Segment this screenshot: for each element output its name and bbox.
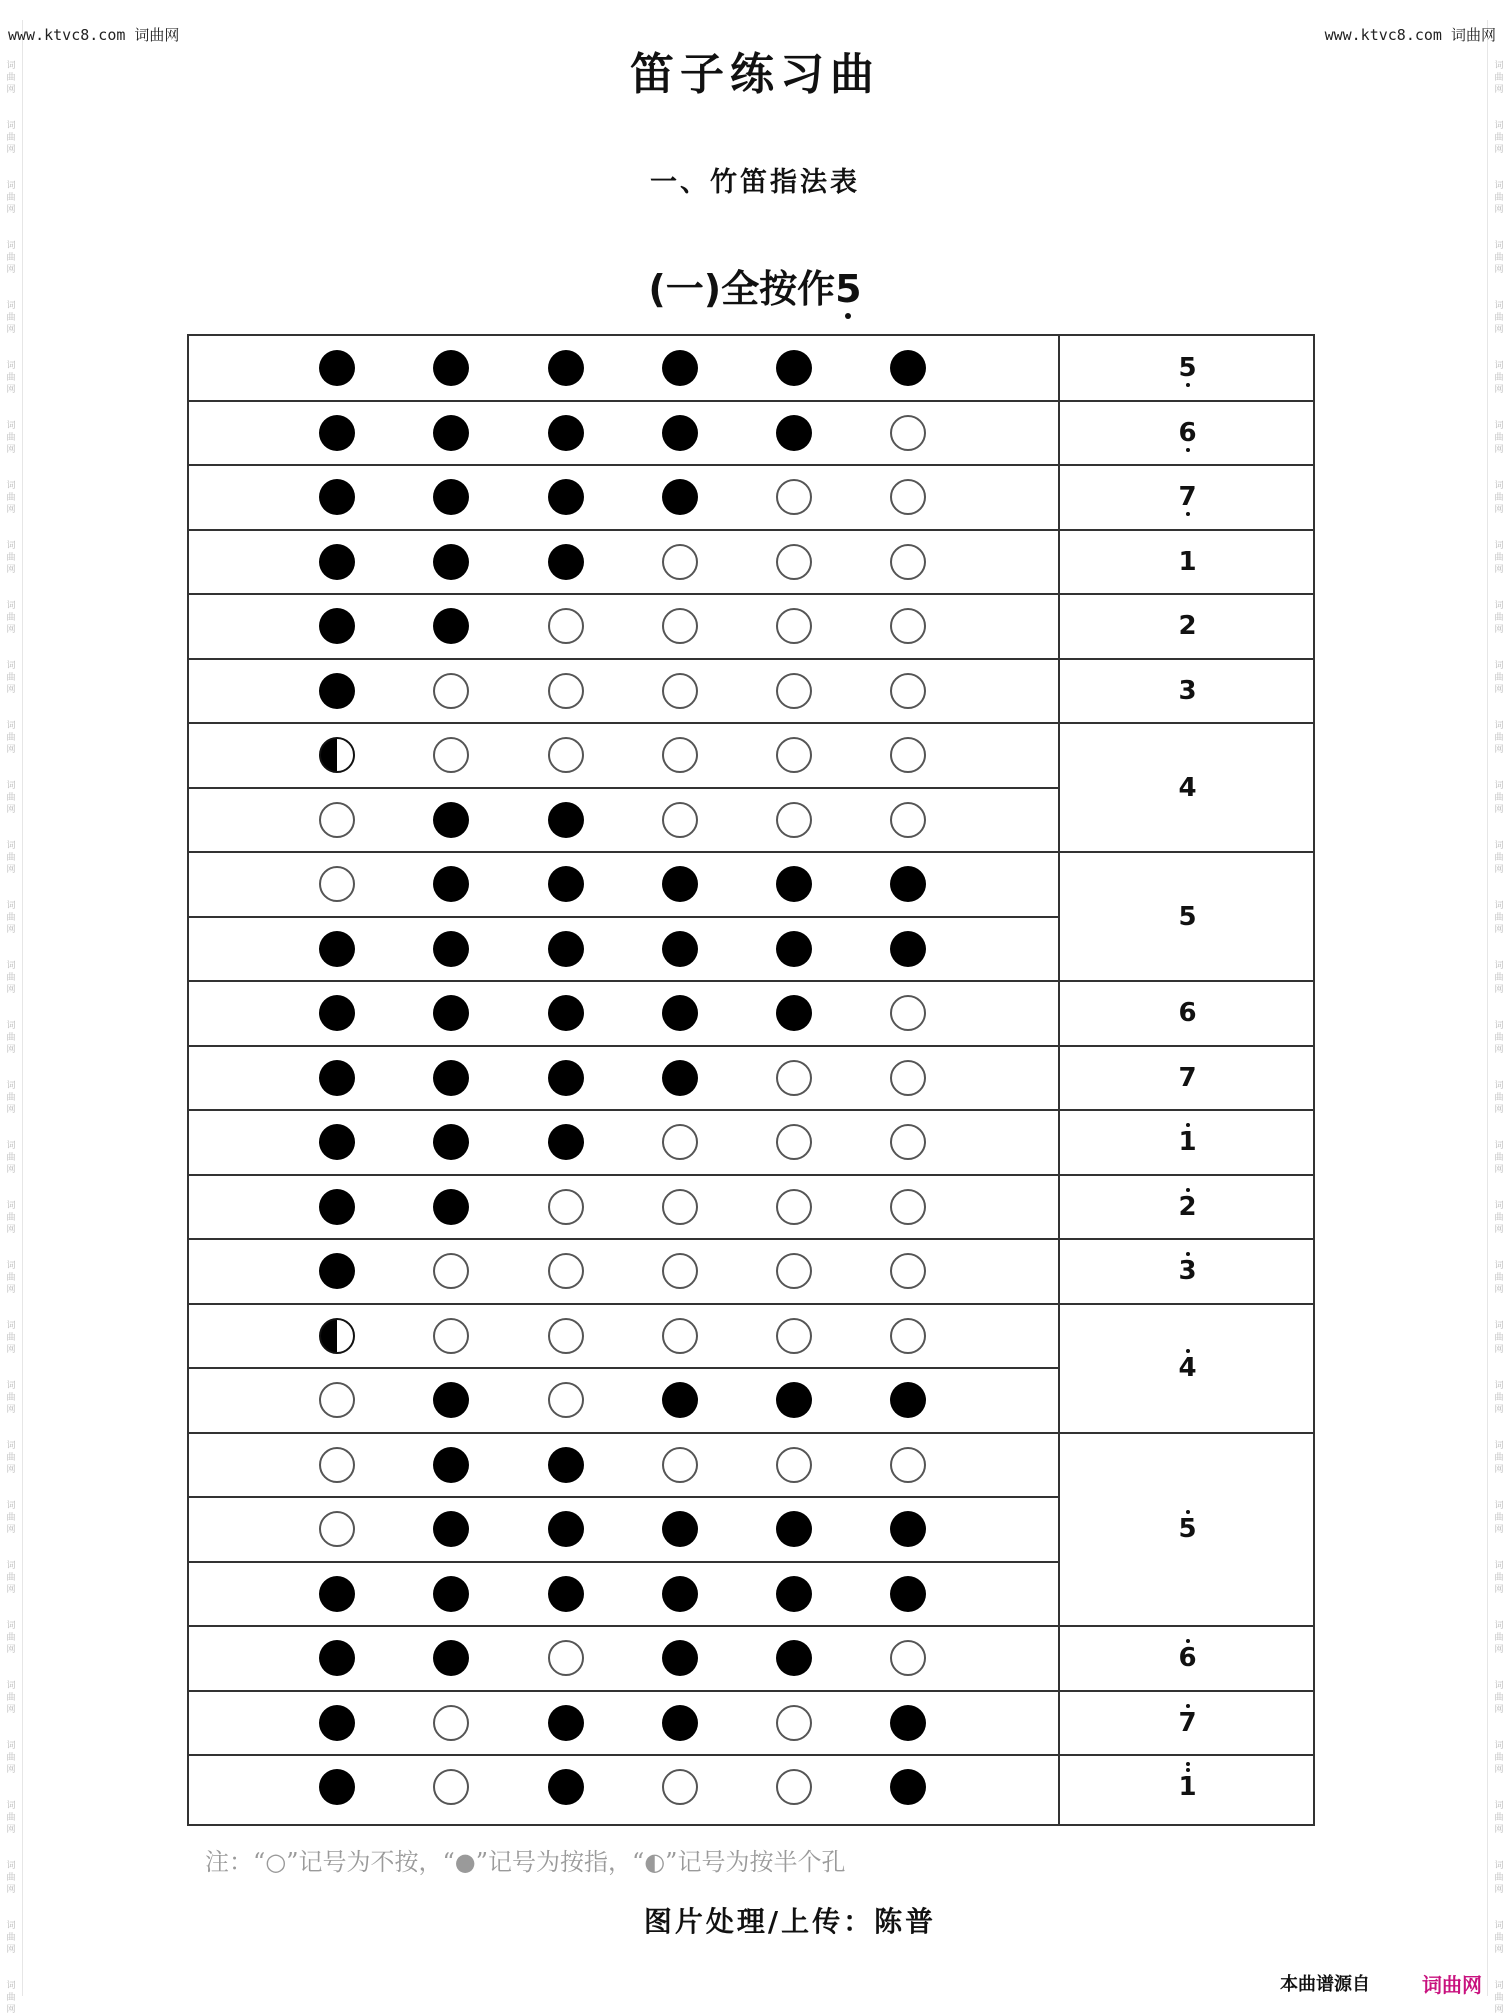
side-watermark-mark: 词 曲 网 [6,361,16,395]
side-watermark-mark: 词 曲 网 [6,1261,16,1295]
note-label [1058,773,1317,803]
side-watermark-mark: 词 曲 网 [1494,361,1504,395]
side-watermark-mark: 词 曲 网 [6,181,16,215]
side-watermark-mark: 词 曲 网 [6,1621,16,1655]
page-title: 笛子练习曲 [630,49,880,100]
note-label [1058,1353,1317,1383]
octave-dot-icon [1186,1768,1190,1772]
closed-hole-icon [662,1382,698,1418]
closed-hole-icon [548,1447,584,1483]
side-watermark-mark: 词 曲 网 [6,841,16,875]
closed-hole-icon [319,1769,355,1805]
row-divider [189,1625,1313,1627]
open-hole-icon [433,673,469,709]
side-watermark-mark: 词 曲 网 [1494,901,1504,935]
note-label [1058,1708,1317,1738]
side-watermark-mark: 词 曲 网 [1494,661,1504,695]
closed-hole-icon [776,995,812,1031]
note-label [1058,1192,1317,1222]
closed-hole-icon [662,995,698,1031]
closed-hole-icon [319,544,355,580]
open-hole-icon [548,1253,584,1289]
note-label-text: 1 [1178,1127,1197,1158]
side-watermark-mark: 词 曲 网 [1494,1081,1504,1115]
open-hole-icon [776,1769,812,1805]
side-watermark-mark: 词 曲 网 [6,1381,16,1415]
note-label [1058,676,1317,706]
closed-hole-icon [548,1576,584,1612]
open-hole-icon [662,1253,698,1289]
closed-hole-icon [319,1253,355,1289]
closed-hole-icon [319,1576,355,1612]
credit-line: 图片处理/上传：陈普 [643,1905,937,1938]
note-label-text: 5 [1178,901,1197,932]
closed-hole-icon [662,1511,698,1547]
row-divider [189,916,1059,918]
open-hole-icon [319,1382,355,1418]
open-hole-icon [776,1189,812,1225]
closed-hole-icon [776,866,812,902]
side-watermark-mark: 词 曲 网 [1494,1321,1504,1355]
closed-hole-icon [548,802,584,838]
side-watermark-mark: 词 曲 网 [1494,1681,1504,1715]
open-hole-icon [548,1318,584,1354]
open-hole-icon [890,415,926,451]
octave-dot-icon [1186,1188,1190,1192]
closed-hole-icon [319,1189,355,1225]
side-watermark-mark: 词 曲 网 [6,121,16,155]
open-hole-icon [776,1705,812,1741]
open-hole-icon [319,866,355,902]
note-label [1058,902,1317,932]
side-watermark-mark: 词 曲 网 [1494,601,1504,635]
row-divider [189,1432,1313,1434]
side-watermark-mark: 词 曲 网 [6,601,16,635]
subsection-heading [0,258,1510,313]
octave-dot-icon [1186,512,1190,516]
row-divider [189,1496,1059,1498]
open-hole-icon [890,737,926,773]
side-watermark-mark: 词 曲 网 [1494,421,1504,455]
note-label-text: 1 [1178,546,1197,577]
open-hole-icon [776,737,812,773]
open-hole-icon [662,544,698,580]
side-watermark-mark: 词 曲 网 [6,1981,16,2015]
side-watermark-mark: 词 曲 网 [6,721,16,755]
octave-dot-icon [1186,383,1190,387]
closed-hole-icon [548,995,584,1031]
open-hole-icon [890,1253,926,1289]
row-divider [189,1561,1059,1563]
open-hole-icon [433,1253,469,1289]
open-hole-icon [890,544,926,580]
note-label [1058,1063,1317,1093]
open-hole-icon [433,1769,469,1805]
closed-hole-icon [662,1576,698,1612]
closed-hole-icon [890,1705,926,1741]
closed-hole-icon [776,1511,812,1547]
closed-hole-icon [433,1640,469,1676]
octave-dot-icon [1186,1510,1190,1514]
closed-hole-icon [548,415,584,451]
open-hole-icon [776,1124,812,1160]
side-watermark-mark: 词 曲 网 [6,1021,16,1055]
note-label [1058,547,1317,577]
note-label-text: 2 [1178,1191,1197,1222]
side-watermark-mark: 词 曲 网 [1494,1801,1504,1835]
note-label-text: 5 [1178,353,1197,384]
note-label-text: 4 [1178,1353,1197,1383]
row-divider [189,1367,1059,1369]
note-label [1058,1643,1317,1673]
open-hole-icon [890,802,926,838]
octave-dot-icon [1186,1762,1190,1766]
closed-hole-icon [433,1124,469,1160]
note-label-text: 7 [1178,482,1197,513]
side-watermark-mark: 词 曲 网 [1494,1861,1504,1895]
side-watermark-mark: 词 曲 网 [6,241,16,275]
open-hole-icon [776,673,812,709]
closed-hole-icon [662,1640,698,1676]
open-hole-icon [890,1447,926,1483]
closed-hole-icon [433,866,469,902]
side-watermark-mark: 词 曲 网 [6,1801,16,1835]
closed-hole-icon [319,995,355,1031]
note-label-text: 7 [1178,1062,1197,1093]
closed-hole-icon [433,931,469,967]
open-hole-icon [776,544,812,580]
note-label-text: 6 [1178,1643,1197,1674]
closed-hole-icon [662,931,698,967]
closed-hole-icon [319,1124,355,1160]
side-watermark-mark: 词 曲 网 [1494,1921,1504,1955]
row-divider [189,1690,1313,1692]
row-divider [189,980,1313,982]
open-hole-icon [890,1640,926,1676]
closed-hole-icon [319,673,355,709]
side-watermark-mark: 词 曲 网 [1494,1501,1504,1535]
side-watermark-mark: 词 曲 网 [6,421,16,455]
row-divider [189,787,1059,789]
open-hole-icon [890,1189,926,1225]
open-hole-icon [548,608,584,644]
closed-hole-icon [433,415,469,451]
row-divider [189,1754,1313,1756]
closed-hole-icon [548,479,584,515]
side-watermark-mark: 词 曲 网 [6,661,16,695]
side-watermark-mark: 词 曲 网 [1494,841,1504,875]
side-watermark-mark: 词 曲 网 [1494,301,1504,335]
open-hole-icon [776,802,812,838]
side-watermark-mark: 词 曲 网 [6,1501,16,1535]
open-hole-icon [662,673,698,709]
row-divider [189,400,1313,402]
open-hole-icon [890,1318,926,1354]
row-divider [189,1174,1313,1176]
side-watermark-mark: 词 曲 网 [1494,1381,1504,1415]
fingering-chart [187,334,1315,1826]
side-watermark-mark: 词 曲 网 [6,1681,16,1715]
closed-hole-icon [548,544,584,580]
closed-hole-icon [433,544,469,580]
open-hole-icon [433,737,469,773]
note-label-text: 7 [1178,1707,1197,1738]
note-label [1058,998,1317,1028]
open-hole-icon [890,608,926,644]
closed-hole-icon [433,479,469,515]
side-watermark-mark: 词 曲 网 [1494,781,1504,815]
note-label-text: 5 [1178,1514,1197,1545]
subsection-prefix: (一)全按作 [648,267,836,311]
open-hole-icon [776,608,812,644]
open-hole-icon [776,1253,812,1289]
note-label [1058,1256,1317,1286]
row-divider [189,1109,1313,1111]
note-label [1058,418,1317,448]
side-watermark-mark: 词 曲 网 [1494,1441,1504,1475]
open-hole-icon [319,1511,355,1547]
closed-hole-icon [433,608,469,644]
open-hole-icon [433,1705,469,1741]
open-hole-icon [776,1060,812,1096]
open-hole-icon [776,1318,812,1354]
note-label-text: 1 [1178,1772,1197,1803]
closed-hole-icon [890,1576,926,1612]
watermark-top-right: www.ktvc8.com 词曲网 [1324,26,1496,44]
closed-hole-icon [433,802,469,838]
side-watermark-mark: 词 曲 网 [6,301,16,335]
closed-hole-icon [890,866,926,902]
side-watermark-mark: 词 曲 网 [6,481,16,515]
side-watermark-mark: 词 曲 网 [6,541,16,575]
closed-hole-icon [548,350,584,386]
side-watermark-mark: 词 曲 网 [1494,181,1504,215]
note-label-text: 6 [1178,417,1197,448]
side-watermark-mark: 词 曲 网 [6,1741,16,1775]
open-hole-icon [548,1640,584,1676]
closed-hole-icon [890,1769,926,1805]
closed-hole-icon [890,1382,926,1418]
note-label [1058,1772,1317,1802]
octave-dot-icon [1186,1704,1190,1708]
side-watermark-mark: 词 曲 网 [1494,61,1504,95]
closed-hole-icon [433,1576,469,1612]
open-hole-icon [890,673,926,709]
open-hole-icon [662,608,698,644]
open-hole-icon [890,995,926,1031]
closed-hole-icon [890,1511,926,1547]
closed-hole-icon [662,479,698,515]
side-watermark-mark: 词 曲 网 [6,1141,16,1175]
side-watermark-mark: 词 曲 网 [1494,1261,1504,1295]
side-watermark-mark: 词 曲 网 [1494,541,1504,575]
legend-note: 注：“○”记号为不按，“●”记号为按指，“◐”记号为按半个孔 [205,1848,846,1876]
closed-hole-icon [433,1060,469,1096]
open-hole-icon [319,1447,355,1483]
left-watermark-strip [0,20,23,2015]
closed-hole-icon [890,350,926,386]
open-hole-icon [662,802,698,838]
side-watermark-mark: 词 曲 网 [6,1561,16,1595]
closed-hole-icon [433,1447,469,1483]
octave-dot-icon [1186,1639,1190,1643]
open-hole-icon [662,737,698,773]
closed-hole-icon [319,608,355,644]
closed-hole-icon [319,479,355,515]
note-label-text: 2 [1178,611,1197,642]
closed-hole-icon [776,1640,812,1676]
row-divider [189,658,1313,660]
side-watermark-mark: 词 曲 网 [1494,1621,1504,1655]
side-watermark-mark: 词 曲 网 [1494,241,1504,275]
closed-hole-icon [319,415,355,451]
open-hole-icon [319,802,355,838]
footer-logo[interactable]: 词曲网 [1422,1973,1482,1997]
closed-hole-icon [433,995,469,1031]
open-hole-icon [776,479,812,515]
closed-hole-icon [433,1382,469,1418]
row-divider [189,1303,1313,1305]
footer-source-text: 本曲谱源自 [1280,1974,1370,1995]
side-watermark-mark: 词 曲 网 [6,1201,16,1235]
octave-dot-icon [1186,1123,1190,1127]
side-watermark-mark: 词 曲 网 [6,1861,16,1895]
closed-hole-icon [548,1124,584,1160]
subsection-note: 5 [835,267,862,311]
note-label-text: 3 [1178,675,1197,706]
open-hole-icon [548,1382,584,1418]
watermark-top-left: www.ktvc8.com 词曲网 [8,26,180,44]
side-watermark-mark: 词 曲 网 [6,1081,16,1115]
open-hole-icon [662,1189,698,1225]
side-watermark-mark: 词 曲 网 [6,1321,16,1355]
closed-hole-icon [548,1060,584,1096]
open-hole-icon [890,1060,926,1096]
closed-hole-icon [548,1511,584,1547]
closed-hole-icon [662,415,698,451]
closed-hole-icon [433,1511,469,1547]
side-watermark-mark: 词 曲 网 [1494,1141,1504,1175]
open-hole-icon [548,673,584,709]
closed-hole-icon [662,866,698,902]
closed-hole-icon [319,1640,355,1676]
open-hole-icon [662,1769,698,1805]
closed-hole-icon [662,1705,698,1741]
row-divider [189,593,1313,595]
closed-hole-icon [662,1060,698,1096]
side-watermark-mark: 词 曲 网 [1494,1561,1504,1595]
row-divider [189,529,1313,531]
closed-hole-icon [776,931,812,967]
side-watermark-mark: 词 曲 网 [6,61,16,95]
closed-hole-icon [319,350,355,386]
row-divider [189,722,1313,724]
open-hole-icon [662,1124,698,1160]
side-watermark-mark: 词 曲 网 [1494,481,1504,515]
octave-dot-icon [1186,1252,1190,1256]
open-hole-icon [548,1189,584,1225]
open-hole-icon [433,1318,469,1354]
closed-hole-icon [548,1769,584,1805]
closed-hole-icon [548,931,584,967]
closed-hole-icon [548,866,584,902]
open-hole-icon [890,1124,926,1160]
closed-hole-icon [319,1060,355,1096]
side-watermark-mark: 词 曲 网 [1494,1981,1504,2015]
open-hole-icon [662,1318,698,1354]
closed-hole-icon [776,415,812,451]
note-label [1058,611,1317,641]
closed-hole-icon [319,1705,355,1741]
side-watermark-mark: 词 曲 网 [1494,721,1504,755]
row-divider [189,1045,1313,1047]
octave-dot-icon [1186,448,1190,452]
section-heading: 一、竹笛指法表 [650,167,860,198]
closed-hole-icon [776,1382,812,1418]
half-hole-icon [319,737,355,773]
open-hole-icon [548,737,584,773]
closed-hole-icon [890,931,926,967]
side-watermark-mark: 词 曲 网 [1494,1741,1504,1775]
side-watermark-mark: 词 曲 网 [1494,121,1504,155]
octave-dot-icon [1186,1349,1190,1353]
open-hole-icon [890,479,926,515]
open-hole-icon [662,1447,698,1483]
note-label-text: 6 [1178,998,1197,1029]
closed-hole-icon [433,1189,469,1225]
closed-hole-icon [433,350,469,386]
side-watermark-mark: 词 曲 网 [6,961,16,995]
side-watermark-mark: 词 曲 网 [6,1441,16,1475]
row-divider [189,1238,1313,1240]
row-divider [189,851,1313,853]
closed-hole-icon [662,350,698,386]
row-divider [189,464,1313,466]
note-label [1058,1127,1317,1157]
closed-hole-icon [776,1576,812,1612]
note-label-text: 4 [1178,772,1197,803]
closed-hole-icon [776,350,812,386]
note-label [1058,482,1317,512]
note-label [1058,353,1317,383]
closed-hole-icon [548,1705,584,1741]
side-watermark-mark: 词 曲 网 [6,781,16,815]
side-watermark-mark: 词 曲 网 [6,1921,16,1955]
note-label [1058,1514,1317,1544]
open-hole-icon [776,1447,812,1483]
right-watermark-strip [1487,20,1510,2015]
half-hole-icon [319,1318,355,1354]
side-watermark-mark: 词 曲 网 [6,901,16,935]
note-label-text: 3 [1178,1256,1197,1287]
side-watermark-mark: 词 曲 网 [1494,1201,1504,1235]
closed-hole-icon [319,931,355,967]
side-watermark-mark: 词 曲 网 [1494,961,1504,995]
side-watermark-mark: 词 曲 网 [1494,1021,1504,1055]
